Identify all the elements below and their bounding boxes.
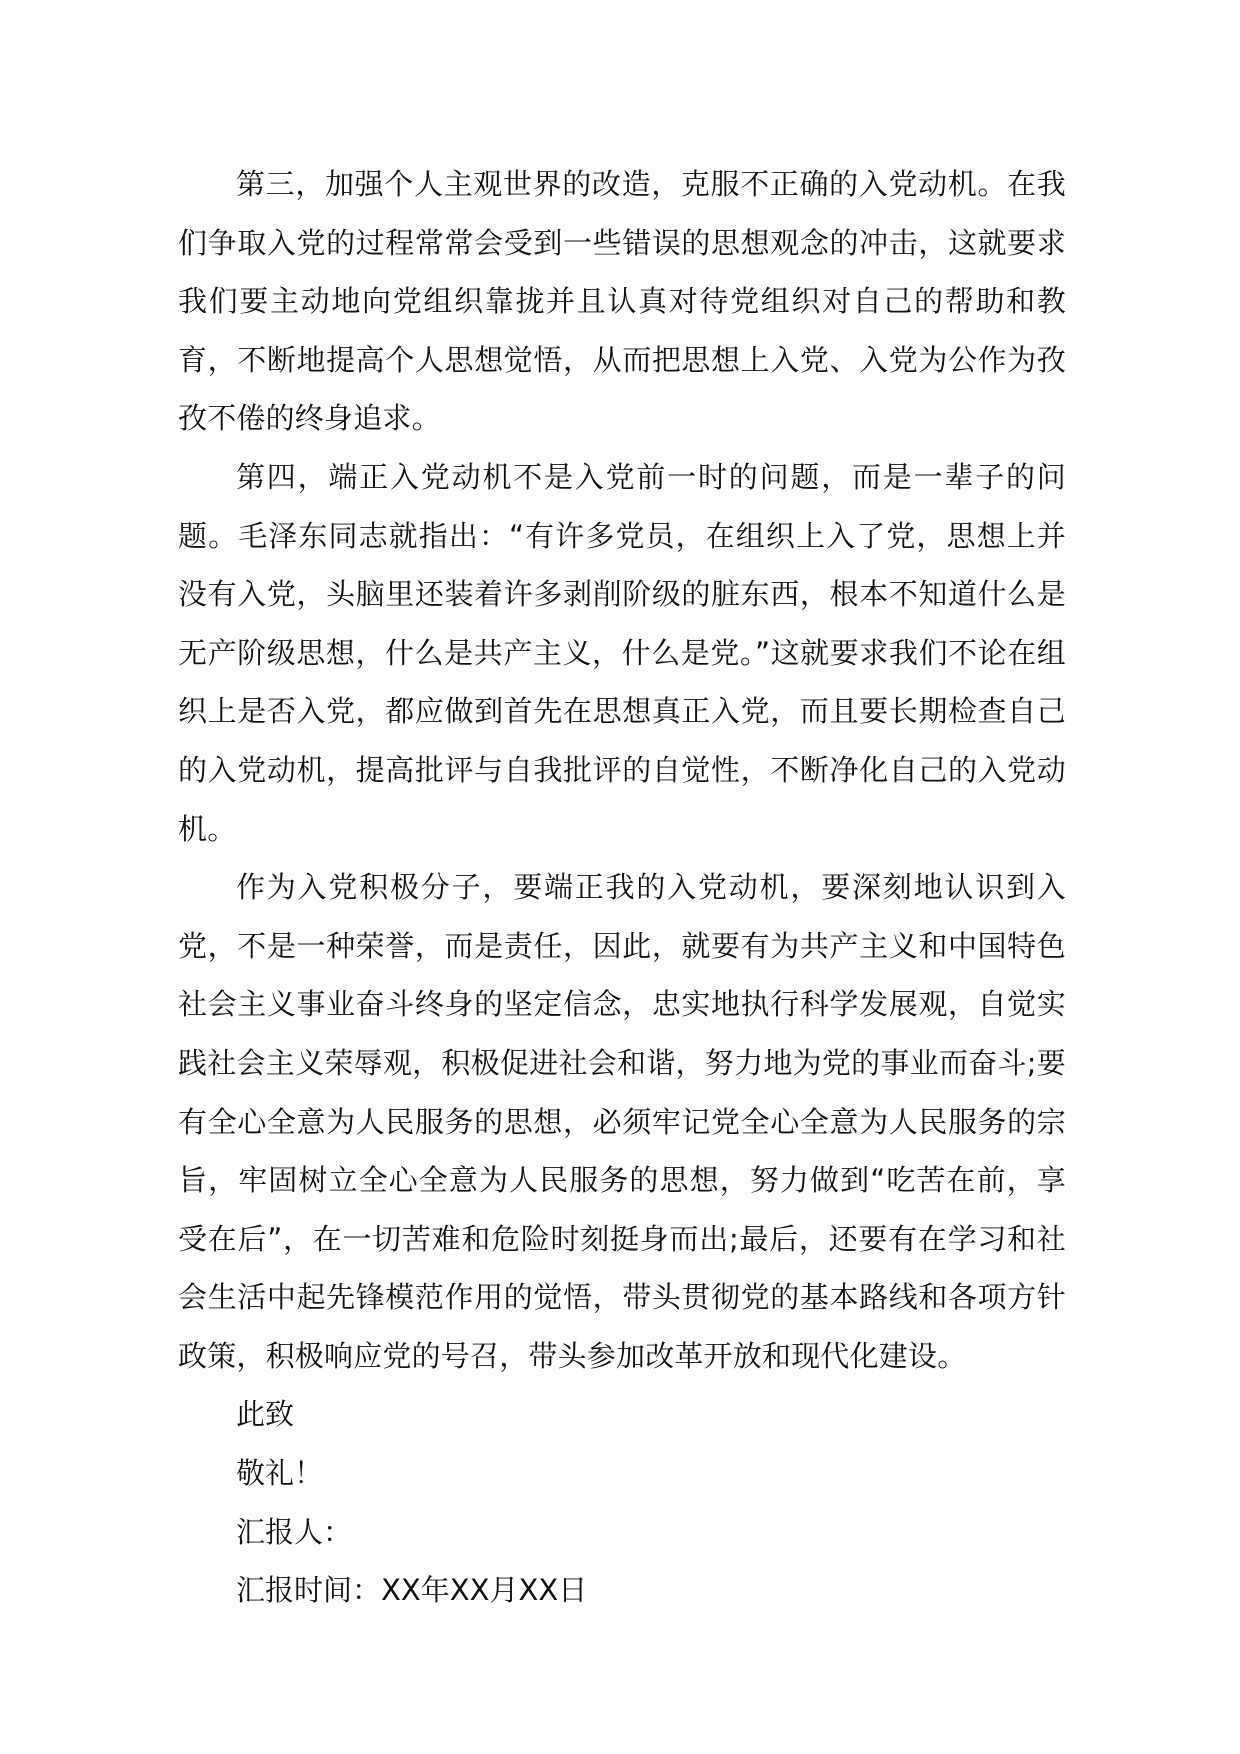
document-page xyxy=(178,155,1066,1620)
paragraph-third-point: 第三，加强个人主观世界的改造，克服不正确的入党动机。在我们争取入党的过程常常会受到一些错误的思想观念的冲击，这就要求我们要主动地向党组织靠拢并且认真对待党组织对自己的帮助和教育，不断地提高个人思想觉悟，从而把思想上入党、入党为公作为孜孜不倦的终身追求。 xyxy=(178,167,1066,436)
reporter-line: 汇报人： xyxy=(236,1514,353,1549)
paragraph-conclusion: 作为入党积极分子，要端正我的入党动机，要深刻地认识到入党，不是一种荣誉，而是责任，因此，就要有为共产主义和中国特色社会主义事业奋斗终身的坚定信念，忠实地执行科学发展观，自觉实践社会主义荣辱观，积极促进社会和谐，努力地为党的事业而奋斗;要有全心全意为人民服务的思想，必须牢记党全心全意为人民服务的宗旨，牢固树立全心全意为人民服务的思想，努力做到“吃苦在前，享受在后”，在一切苦难和危险时刻挺身而出;最后，还要有在学习和社会生活中起先锋模范作用的觉悟，带头贯彻党的基本路线和各项方针政策，积极响应党的号召，带头参加改革开放和现代化建设。 xyxy=(178,870,1066,1373)
paragraph-fourth-point: 第四，端正入党动机不是入党前一时的问题，而是一辈子的问题。毛泽东同志就指出：“有许多党员，在组织上入了党，思想上并没有入党，头脑里还装着许多剥削阶级的脏东西，根本不知道什么是无产阶级思想，什么是共产主义，什么是党。”这就要求我们不论在组织上是否入党，都应做到首先在思想真正入党，而且要长期检查自己的入党动机，提高批评与自我批评的自觉性，不断净化自己的入党动机。 xyxy=(178,459,1066,846)
closing-salutation: 此致 xyxy=(236,1397,295,1432)
closing-regards: 敬礼！ xyxy=(236,1456,324,1491)
report-time-line: 汇报时间：XX年XX月XX日 xyxy=(236,1573,588,1608)
